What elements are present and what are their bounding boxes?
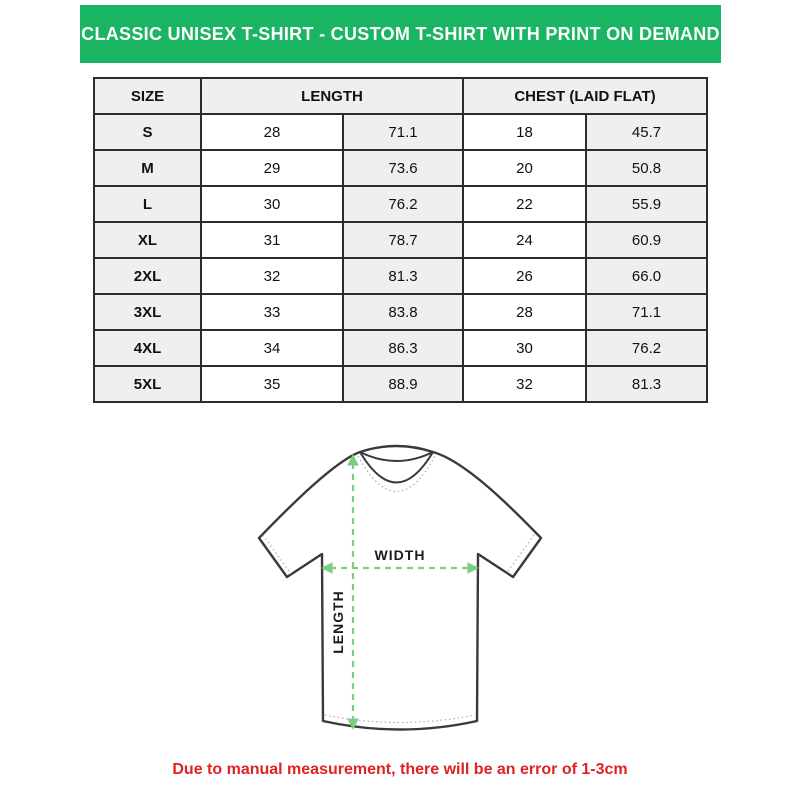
length-label: LENGTH <box>330 590 346 654</box>
tshirt-measurement-diagram <box>230 425 570 765</box>
col-header-size: SIZE <box>94 78 201 114</box>
cell-length-in: 31 <box>201 222 343 258</box>
cell-chest-in: 26 <box>463 258 586 294</box>
cell-length-in: 32 <box>201 258 343 294</box>
cell-size: M <box>94 150 201 186</box>
table-header-row <box>94 78 707 114</box>
cell-chest-cm: 60.9 <box>586 222 707 258</box>
size-chart-table <box>93 77 708 403</box>
cell-chest-cm: 71.1 <box>586 294 707 330</box>
cell-length-in: 35 <box>201 366 343 402</box>
cell-chest-cm: 66.0 <box>586 258 707 294</box>
cell-length-cm: 73.6 <box>343 150 463 186</box>
cell-length-in: 29 <box>201 150 343 186</box>
cell-size: 4XL <box>94 330 201 366</box>
table-row <box>94 330 707 366</box>
col-header-length: LENGTH <box>201 78 463 114</box>
cell-size: S <box>94 114 201 150</box>
cell-length-cm: 83.8 <box>343 294 463 330</box>
cell-chest-in: 28 <box>463 294 586 330</box>
page-title: CLASSIC UNISEX T-SHIRT - CUSTOM T-SHIRT WITH PRINT ON DEMAND <box>81 23 720 44</box>
col-header-chest: CHEST (LAID FLAT) <box>463 78 707 114</box>
table-row <box>94 114 707 150</box>
cell-length-in: 30 <box>201 186 343 222</box>
measurement-error-note: Due to manual measurement, there will be an error of 1-3cm <box>172 761 628 778</box>
cell-chest-in: 20 <box>463 150 586 186</box>
cell-length-in: 33 <box>201 294 343 330</box>
cell-length-cm: 88.9 <box>343 366 463 402</box>
cell-size: 2XL <box>94 258 201 294</box>
cell-chest-cm: 81.3 <box>586 366 707 402</box>
cell-size: L <box>94 186 201 222</box>
cell-length-in: 28 <box>201 114 343 150</box>
cell-length-cm: 71.1 <box>343 114 463 150</box>
table-row <box>94 294 707 330</box>
table-row <box>94 186 707 222</box>
cell-chest-cm: 76.2 <box>586 330 707 366</box>
cell-chest-in: 18 <box>463 114 586 150</box>
table-row <box>94 150 707 186</box>
cell-chest-cm: 45.7 <box>586 114 707 150</box>
cell-length-cm: 78.7 <box>343 222 463 258</box>
cell-chest-in: 32 <box>463 366 586 402</box>
cell-chest-in: 24 <box>463 222 586 258</box>
title-banner <box>80 5 721 63</box>
table-row <box>94 222 707 258</box>
table-row <box>94 258 707 294</box>
cell-length-cm: 81.3 <box>343 258 463 294</box>
cell-size: 3XL <box>94 294 201 330</box>
cell-length-cm: 86.3 <box>343 330 463 366</box>
table-row <box>94 366 707 402</box>
cell-chest-in: 30 <box>463 330 586 366</box>
cell-chest-cm: 55.9 <box>586 186 707 222</box>
cell-length-cm: 76.2 <box>343 186 463 222</box>
cell-size: 5XL <box>94 366 201 402</box>
cell-chest-in: 22 <box>463 186 586 222</box>
cell-chest-cm: 50.8 <box>586 150 707 186</box>
cell-size: XL <box>94 222 201 258</box>
width-label: WIDTH <box>374 547 426 563</box>
cell-length-in: 34 <box>201 330 343 366</box>
tshirt-outline <box>259 446 541 730</box>
